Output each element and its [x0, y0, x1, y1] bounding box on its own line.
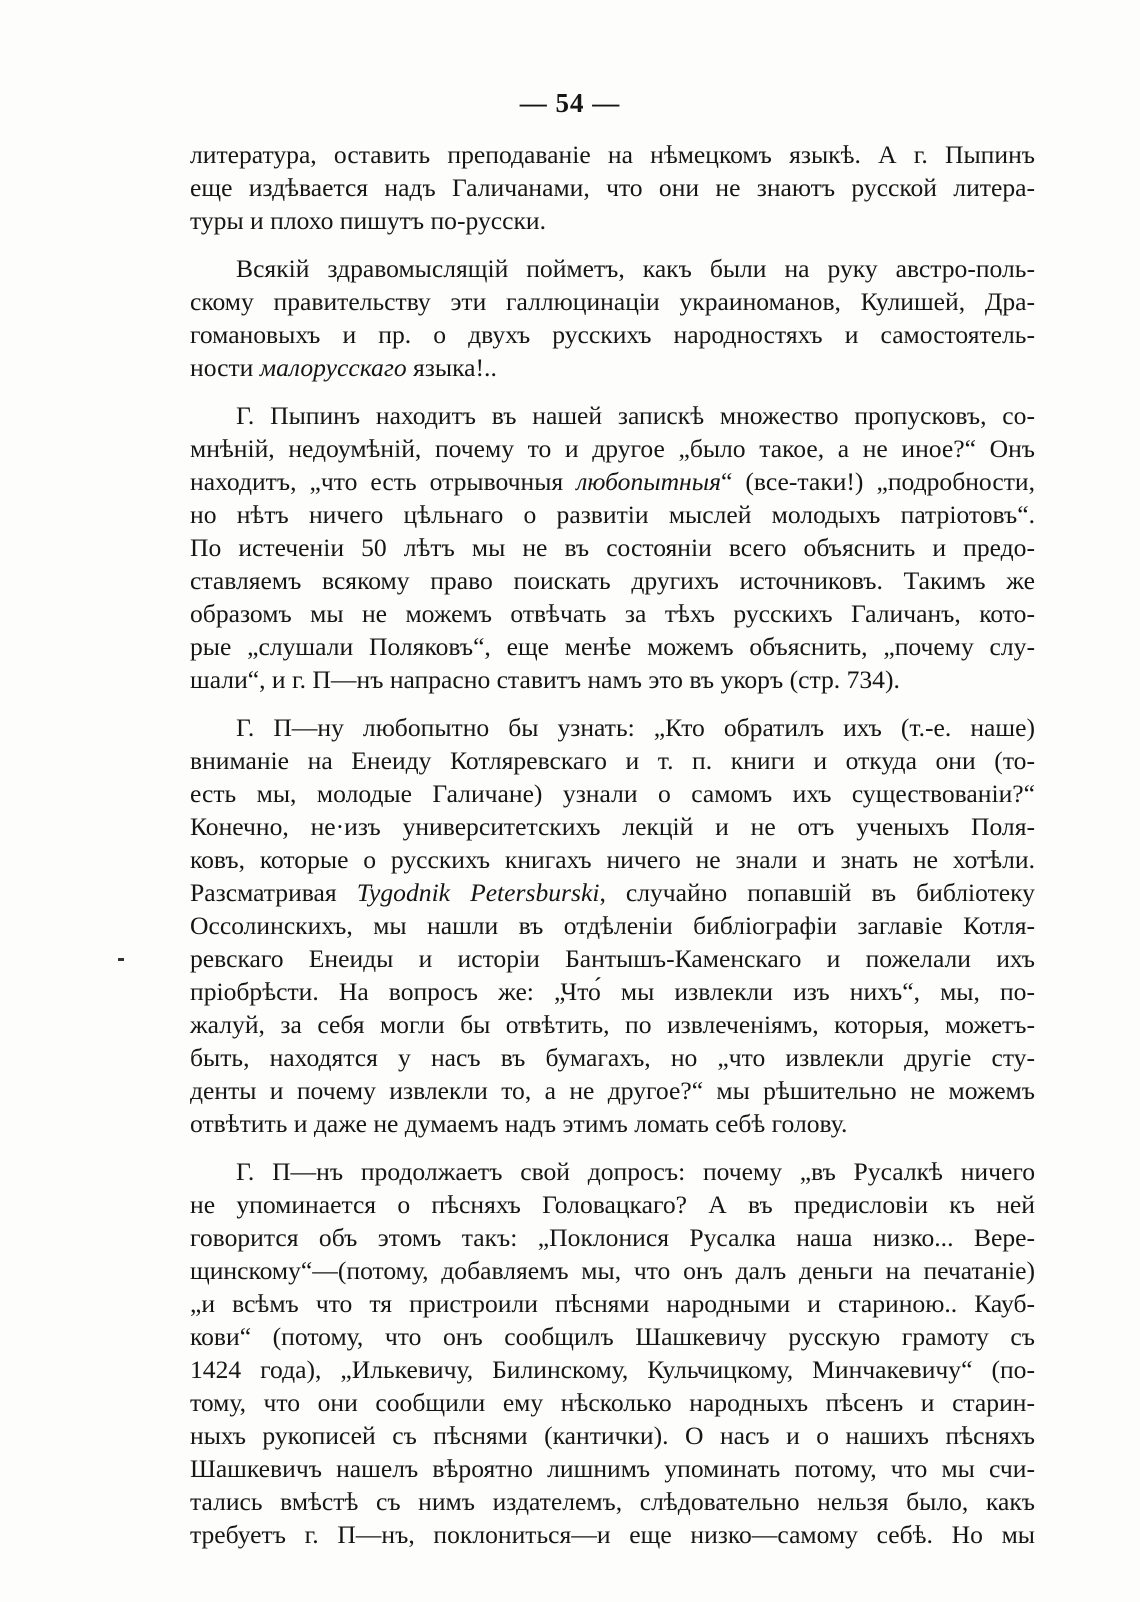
text-run: , случайно попавшiй въ библiотеку — [599, 878, 1035, 907]
text-line: вниманiе на Енеиду Котляревскаго и т. п. книги и откуда они (то- — [190, 746, 1035, 775]
paragraph — [190, 399, 1035, 696]
text-line: быть, находятся у насъ въ бумагахъ, но „что извлекли другiе сту- — [190, 1043, 1035, 1072]
text-line: жалуй, за себя могли бы отвѣтить, по извлеченiямъ, которыя, можетъ- — [190, 1010, 1035, 1039]
text-line: Г. П—ну любопытно бы узнать: „Кто обратилъ ихъ (т.-е. наше) — [236, 713, 1035, 742]
text-line: ревскаго Енеиды и исторiи Бантышъ-Каменскаго и пожелали ихъ — [190, 944, 1035, 973]
text-line: Конечно, не·изъ университетскихъ лекцiй и не отъ ученыхъ Поля- — [190, 812, 1035, 841]
text-line: Г. Пыпинъ находитъ въ нашей запискѣ множество пропусковъ, со- — [236, 401, 1035, 430]
text-line: требуетъ г. П—нъ, поклониться—и еще низко—самому себѣ. Но мы — [190, 1520, 1035, 1549]
text-line: Шашкевичъ нашелъ вѣроятно лишнимъ упоминать потому, что мы счи- — [190, 1454, 1035, 1483]
margin-mark — [118, 958, 124, 961]
text-line: 1424 года), „Илькевичу, Билинскому, Кульчицкому, Минчакевичу“ (по- — [190, 1355, 1035, 1384]
text-line: тому, что они сообщили ему нѣсколько народныхъ пѣсенъ и старин- — [190, 1388, 1035, 1417]
text-line: не упоминается о пѣсняхъ Головацкаго? А въ предисловiи къ ней — [190, 1190, 1035, 1219]
text-line: прiобрѣсти. На вопросъ же: „Что́ мы извлекли изъ нихъ“, мы, по- — [190, 977, 1035, 1006]
text-line: туры и плохо пишутъ по-русски. — [190, 206, 547, 235]
text-run: “ (все-таки!) „подробности, — [721, 467, 1036, 496]
text-line — [190, 351, 1035, 384]
text-line: Оссолинскихъ, мы нашли въ отдѣленiи библiографiи заглавiе Котля- — [190, 911, 1035, 940]
text-line: ковъ, которые о русскихъ книгахъ ничего не знали и знать не хотѣли. — [190, 845, 1035, 874]
paragraph — [190, 1155, 1035, 1551]
paragraph — [190, 252, 1035, 384]
text-line: Всякiй здравомыслящiй пойметъ, какъ были на руку австро-поль- — [236, 254, 1035, 283]
text-line: отвѣтить и даже не думаемъ надъ этимъ ломать себѣ голову. — [190, 1109, 848, 1138]
text-line: образомъ мы не можемъ отвѣчать за тѣхъ русскихъ Галичанъ, кото- — [190, 599, 1035, 628]
italic-word: малорусскаго — [259, 353, 407, 382]
paragraph — [190, 711, 1035, 1140]
text-line: мнѣнiй, недоумѣнiй, почему то и другое „было такое, а не иное?“ Онъ — [190, 434, 1035, 463]
text-run: Разсматривая — [190, 878, 357, 907]
text-line: Г. П—нъ продолжаетъ свой допросъ: почему „въ Русалкѣ ничего — [236, 1157, 1035, 1186]
text-run: языка!.. — [406, 353, 497, 382]
text-line: ныхъ рукописей съ пѣснями (кантички). О насъ и о нашихъ пѣсняхъ — [190, 1421, 1035, 1450]
text-line: тались вмѣстѣ съ нимъ издателемъ, слѣдовательно нельзя было, какъ — [190, 1487, 1035, 1516]
text-line: щинскому“—(потому, добавляемъ мы, что онъ далъ деньги на печатанiе) — [190, 1256, 1035, 1285]
text-line: есть мы, молодые Галичане) узнали о самомъ ихъ существованiи?“ — [190, 779, 1035, 808]
text-line: но нѣтъ ничего цѣльнаго о развитiи мыслей молодыхъ патрiотовъ“. — [190, 500, 1035, 529]
page-number: — 54 — — [519, 88, 621, 118]
text-run: находитъ, „что есть отрывочныя — [190, 467, 577, 496]
text-line: еще издѣвается надъ Галичанами, что они не знаютъ русской литера- — [190, 173, 1035, 202]
text-line: ставляемъ всякому право поискать другихъ источниковъ. Такимъ же — [190, 566, 1035, 595]
text-line: рые „слушали Поляковъ“, еще менѣе можемъ объяснить, „почему слу- — [190, 632, 1035, 661]
text-line: говорится объ этомъ такъ: „Поклонися Русалка наша низко... Вере- — [190, 1223, 1035, 1252]
text-line: По истеченiи 50 лѣтъ мы не въ состоянiи всего объяснить и предо- — [190, 533, 1035, 562]
body-text — [190, 138, 1035, 1566]
paragraph — [190, 138, 1035, 237]
text-line: литература, оставить преподаванiе на нѣмецкомъ языкѣ. А г. Пыпинъ — [190, 140, 1035, 169]
text-line: „и всѣмъ что тя пристроили пѣснями народными и стариною.. Кауб- — [190, 1289, 1035, 1318]
text-line: скому правительству эти галлюцинацiи украиноманов, Кулишей, Дра- — [190, 287, 1035, 316]
text-line: шали“, и г. П—нъ напрасно ставитъ намъ это въ укоръ (стр. 734). — [190, 665, 900, 694]
text-run: ности — [190, 353, 260, 382]
text-line: гомановыхъ и пр. о двухъ русскихъ народностяхъ и самостоятель- — [190, 320, 1035, 349]
text-line: кови“ (потому, что онъ сообщилъ Шашкевичу русскую грамоту съ — [190, 1322, 1035, 1351]
text-line: денты и почему извлекли то, а не другое?“ мы рѣшительно не можемъ — [190, 1076, 1035, 1105]
italic-word: Tygodnik Petersburski — [356, 878, 600, 907]
italic-word: любопытныя — [576, 467, 721, 496]
text-line — [190, 876, 1035, 909]
text-line — [190, 465, 1035, 498]
